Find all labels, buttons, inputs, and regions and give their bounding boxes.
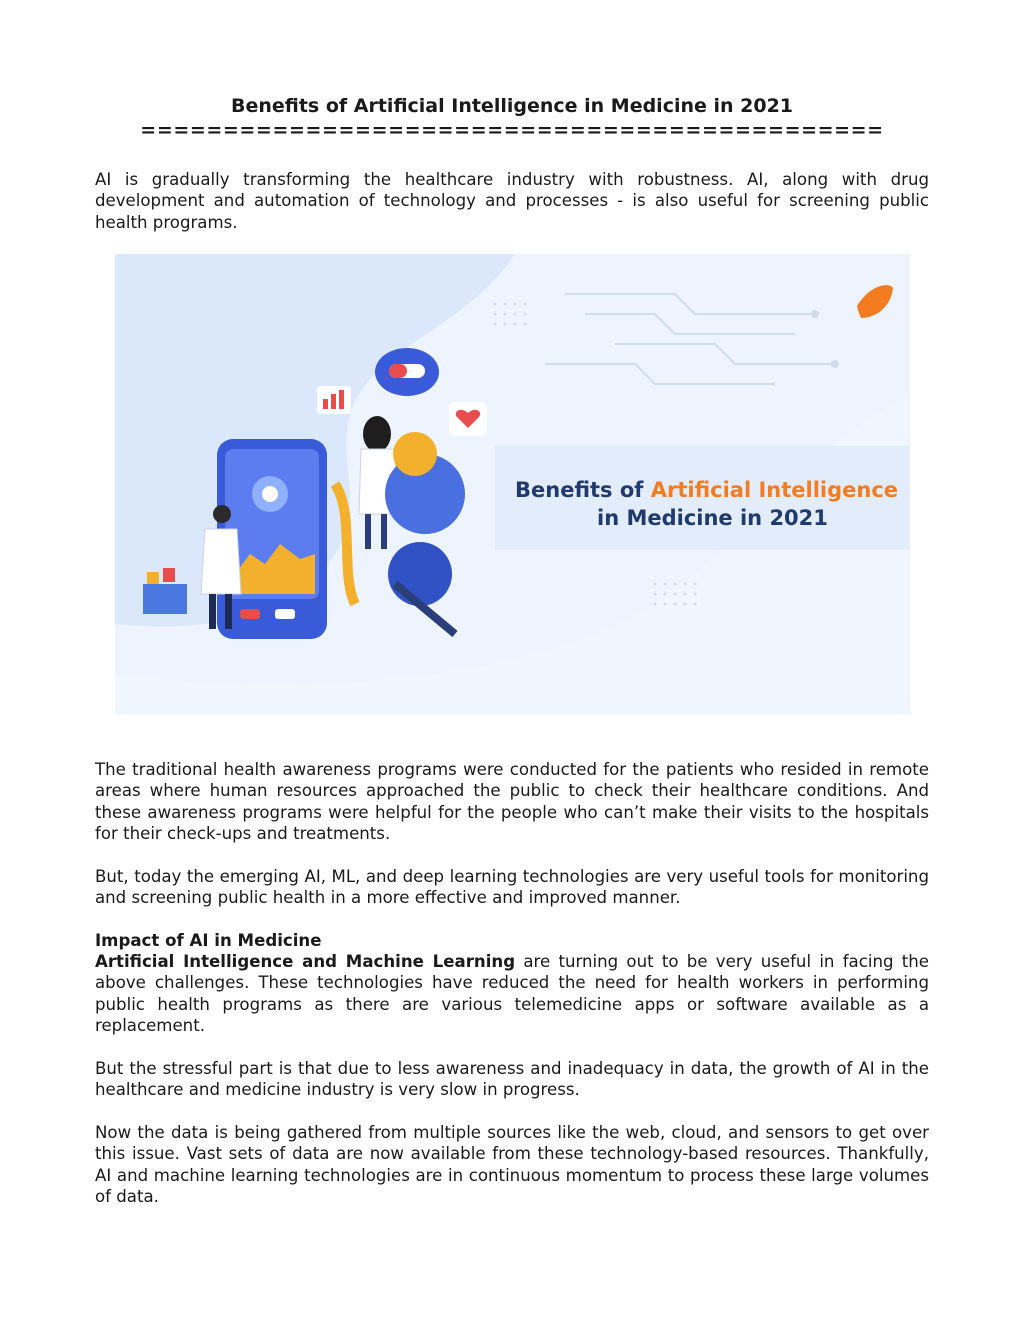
impact-heading: Impact of AI in Medicine (95, 931, 322, 950)
paragraph-data-gathered: Now the data is being gathered from multiple sources like the web, cloud, and sensors to get over this issue. Vast sets of data are now available from these technology-based resources. Thankfully, AI and machine learning technologies are in continuous momentum to process these large volumes of data. (95, 1123, 929, 1207)
impact-lead-bold: Artificial Intelligence and Machine Learning (95, 952, 516, 971)
impact-lead-rest: are turning out to be very useful in facing the above challenges. These technologies have reduced the need for health workers in performing public health programs as there are various telemedicine apps or software available as a replacement. (95, 952, 929, 1036)
title-underline-rule: ============================================= (140, 119, 884, 141)
impact-paragraph (95, 951, 929, 1037)
chart-tile-icon (317, 386, 351, 414)
heart-monitor-tile-icon (449, 402, 487, 436)
paragraph-stressful-part: But the stressful part is that due to less awareness and inadequacy in data, the growth of AI in the healthcare and medicine industry is very slow in progress. (95, 1059, 929, 1100)
intro-paragraph: AI is gradually transforming the healthcare industry with robustness. AI, along with drug development and automation of technology and processes - is also useful for screening public health programs. (95, 170, 929, 232)
banner-line2: in Medicine in 2021 (597, 506, 828, 530)
hero-illustration (115, 254, 910, 715)
hero-banner-image (115, 254, 910, 715)
paragraph-traditional-programs: The traditional health awareness programs were conducted for the patients who resided in remote areas where human resources approached the public to check their healthcare conditions. And these awareness programs were helpful for the people who can’t make their visits to the hospitals for their check-ups and treatments. (95, 760, 929, 844)
chat-bubble-pill-icon (375, 348, 439, 396)
banner-line1: Benefits of Artificial Intelligence (515, 478, 899, 502)
paragraph-emerging-ai: But, today the emerging AI, ML, and deep learning technologies are very useful tools for monitoring and screening public health in a more effective and improved manner. (95, 867, 929, 908)
document-title: Benefits of Artificial Intelligence in Medicine in 2021 (230, 95, 794, 117)
